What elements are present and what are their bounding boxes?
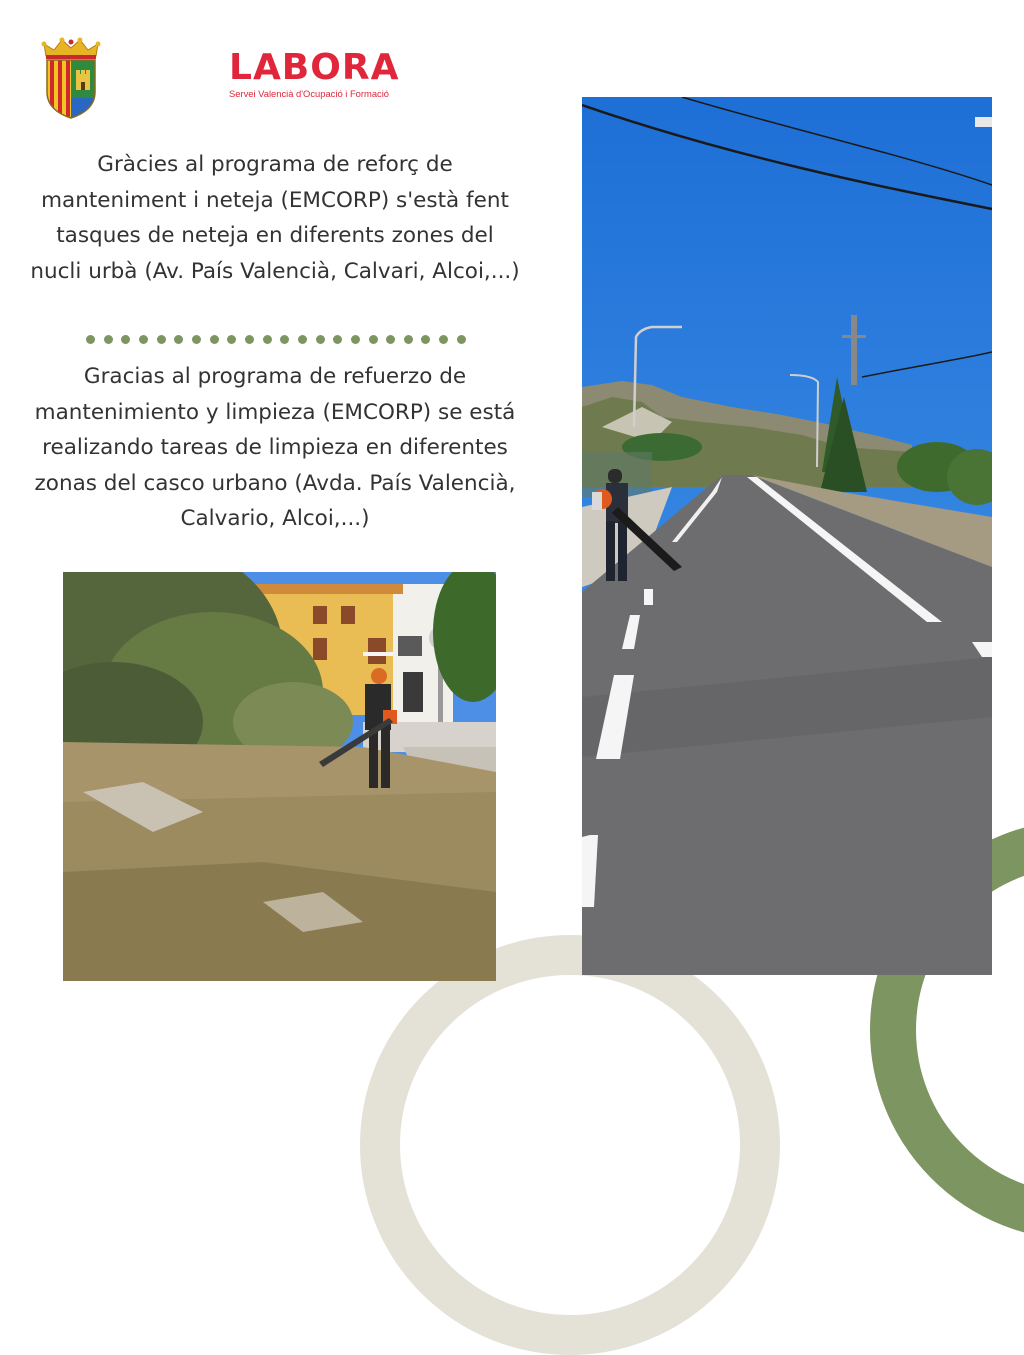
separator-dot — [404, 335, 413, 344]
separator-dot — [104, 335, 113, 344]
separator-dot — [439, 335, 448, 344]
separator-dot — [333, 335, 342, 344]
separator-dot — [457, 335, 466, 344]
labora-logo-title: LABORA — [229, 47, 400, 88]
separator-dot — [227, 335, 236, 344]
labora-logo — [229, 47, 400, 99]
separator-dot — [351, 335, 360, 344]
separator-dot — [139, 335, 148, 344]
separator-dot — [386, 335, 395, 344]
separator-dot — [157, 335, 166, 344]
separator-dot — [298, 335, 307, 344]
separator-dot — [280, 335, 289, 344]
separator-dot — [192, 335, 201, 344]
photo-road-cleaning — [582, 97, 992, 975]
separator-dot — [316, 335, 325, 344]
labora-logo-subtitle: Servei Valencià d'Ocupació i Formació — [229, 88, 390, 99]
separator-dot — [369, 335, 378, 344]
photo-brush-cutting — [63, 572, 496, 981]
separator-dot — [263, 335, 272, 344]
separator-dot — [245, 335, 254, 344]
separator-dot — [421, 335, 430, 344]
separator-dot — [210, 335, 219, 344]
municipal-coat-of-arms-icon — [40, 36, 102, 120]
separator-dot — [174, 335, 183, 344]
dotted-separator — [86, 335, 466, 347]
announcement-text-spanish: Gracias al programa de refuerzo de mantenimiento y limpieza (EMCORP) se está realizando tareas de limpieza en diferentes zonas del casco urbano (Avda. País Valencià, Calvario, Alcoi,...) — [34, 364, 516, 531]
separator-dot — [86, 335, 95, 344]
separator-dot — [121, 335, 130, 344]
decorative-grey-arc — [360, 935, 780, 1355]
announcement-text-valencian: Gràcies al programa de reforç de manteniment i neteja (EMCORP) s'està fent tasques de neteja en diferents zones del nucli urbà (Av. País Valencià, Calvari, Alcoi,...) — [30, 152, 520, 284]
